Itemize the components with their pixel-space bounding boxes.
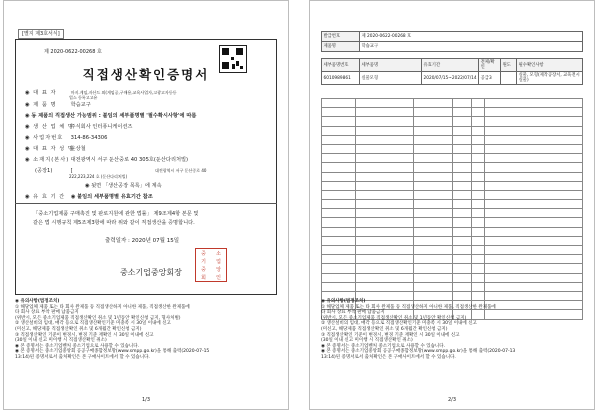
empty-cell — [356, 181, 413, 190]
empty-cell — [471, 218, 484, 227]
row-factory-rooms: 222,223,224 호 (둔산다리처빌) — [69, 174, 128, 179]
notice-title: ◉ 유의사항(법정조치) — [15, 299, 60, 304]
empty-row — [322, 255, 583, 264]
empty-row — [322, 264, 583, 273]
empty-cell — [322, 108, 356, 117]
empty-cell — [413, 154, 453, 163]
empty-cell — [322, 227, 356, 236]
empty-cell — [356, 209, 413, 218]
empty-cell — [484, 200, 582, 209]
empty-cell — [471, 236, 484, 245]
cell-item-number: 6010989861 — [322, 72, 360, 85]
empty-cell — [484, 135, 582, 144]
header-cell: 전체/확인 — [479, 59, 501, 72]
empty-cell — [484, 236, 582, 245]
empty-cell — [322, 273, 356, 282]
empty-cell — [356, 246, 413, 255]
empty-row — [322, 200, 583, 209]
empty-cell — [453, 246, 472, 255]
notice-line: 타 회사 상표 부착 판매 납품금지 — [321, 310, 385, 316]
empty-cell — [356, 117, 413, 126]
empty-cell — [413, 163, 453, 172]
empty-cell — [356, 144, 413, 153]
empty-cell — [453, 163, 472, 172]
cell-origin — [501, 72, 517, 85]
empty-cell — [484, 117, 582, 126]
empty-cell — [484, 273, 582, 282]
empty-cell — [471, 282, 484, 291]
empty-cell — [356, 282, 413, 291]
cert-number-value: 제 2020-0622-00268 호 — [360, 32, 583, 42]
header-cell: 필수확인사항 — [517, 59, 583, 72]
notice-section — [321, 299, 583, 361]
empty-cell — [413, 246, 453, 255]
empty-cell — [484, 126, 582, 135]
factory-list-continued: ◉ 뒷면 「생산공장 목록」에 계속 — [85, 183, 162, 189]
row-factory-address: 대전광역시 서구 둔산중로 40 — [155, 168, 207, 173]
notice-line: (30일 이내 신고 미이행 시 직접생산확인 취소) — [321, 338, 413, 344]
empty-cell — [322, 172, 356, 181]
empty-cell — [322, 135, 356, 144]
notice-line: 13:14)된 증명서로서 출처확인은 본 구매사이트에서 할 수 있습니다. — [321, 354, 456, 360]
notice-line: ① 해당업체 제품 또는 타 회사 완제품 등 직접생산하지 아니한 제품, 직접생산한 완제품에 — [15, 304, 190, 310]
empty-row — [322, 282, 583, 291]
empty-cell — [322, 200, 356, 209]
empty-cell — [453, 227, 472, 236]
notice-line: ② 생산설비의 임대, 매각 등으로 직접생산확인기준 미충족 시 30일 이내에 신고 — [15, 321, 171, 327]
notice-line: ◉ 본 증명서는 중소기업중앙회 공공구매종합정보망(www.smpp.go.kr)을 통해 출력(2020-07-13 — [321, 349, 516, 355]
empty-cell — [413, 264, 453, 273]
empty-cell — [413, 172, 453, 181]
empty-cell — [453, 108, 472, 117]
notice-line: ◉ 본 증명서는 중소기업중앙회 공공구매종합정보망(www.smpp.go.kr)을 통해 출력(2020-07-15 — [15, 349, 210, 355]
empty-cell — [471, 200, 484, 209]
notice-line: ① 해당업체 제품 또는 타 회사 완제품 등 직접생산하지 아니한 제품, 직접생산한 완제품에 — [321, 304, 496, 310]
header-cell: 원도 — [501, 59, 517, 72]
page-title: 직접생산확인증명서 — [82, 67, 210, 82]
row-business-number: ◉ 사업자번호 314-86-34306 — [25, 135, 108, 141]
empty-cell — [413, 181, 453, 190]
header-cell: 세부품명번호 — [322, 59, 360, 72]
empty-cell — [453, 264, 472, 273]
notice-line: (위반시, 모든 중소기업제품 직접생산확인 취소 및 1년동안 확인신청 금지, 형사처벌) — [15, 315, 181, 321]
form-label: [별지 제3호서식] — [18, 29, 64, 39]
empty-cell — [453, 209, 472, 218]
divider — [15, 203, 277, 204]
empty-cell — [356, 273, 413, 282]
cell-item-name: 실물모형 — [360, 72, 422, 85]
empty-cell — [322, 154, 356, 163]
empty-cell — [413, 99, 453, 108]
empty-cell — [322, 126, 356, 135]
empty-cell — [413, 209, 453, 218]
empty-cell — [322, 218, 356, 227]
empty-cell — [484, 264, 582, 273]
notice-line: ③ 직접생산확인 기준이 변경시, 변경 기준 재확인 시 30일 이내에 신고 — [321, 332, 460, 338]
empty-cell — [322, 236, 356, 245]
empty-cell — [471, 172, 484, 181]
notice-line: ③ 직접생산확인 기준이 변경시, 변경 기준 재확인 시 30일 이내에 신고 — [15, 332, 154, 338]
empty-cell — [322, 117, 356, 126]
empty-cell — [413, 282, 453, 291]
empty-cell — [356, 200, 413, 209]
notice-line: (미신고, 해당제품 직접생산확인 취소 및 6개월간 확인신청 금지) — [15, 326, 142, 332]
notice-line: (위반시, 모든 중소기업제품 직접생산확인 취소 및 1년동안 확인신청 금지) — [321, 315, 467, 321]
cell-confirm: 공급3 — [479, 72, 501, 85]
empty-cell — [471, 264, 484, 273]
row-company-name: ◉ 생 산 업 체 명 주식회사 인터퓨니케이션즈 — [25, 124, 133, 130]
empty-cell — [356, 236, 413, 245]
empty-cell — [484, 144, 582, 153]
empty-cell — [453, 117, 472, 126]
empty-cell — [484, 246, 582, 255]
header-cell: 유효기간 — [422, 59, 479, 72]
empty-cell — [356, 264, 413, 273]
empty-row — [322, 246, 583, 255]
empty-cell — [356, 190, 413, 199]
empty-cell — [471, 255, 484, 264]
notice-line: ◉ 본 증명서는 중소기업벤처 중소기업으로 사용할 수 있습니다. — [321, 343, 446, 349]
empty-row — [322, 273, 583, 282]
notice-line: 타 회사 상표 부착 판매 납품금지 — [15, 310, 79, 316]
empty-cell — [322, 264, 356, 273]
issuer-name: 중소기업중앙회장 — [120, 268, 182, 277]
row-representative: ◉ 대 표 자 마지.게임,자산드 외(게임공,구매용,교육사업자,고광고자등등 — [25, 90, 177, 96]
law-text-1: 「중소기업제품 구매촉진 및 판로지원에 관한 법률」 제9조제4항 본문 및 — [33, 211, 199, 217]
empty-table-rows — [321, 98, 583, 320]
empty-row — [322, 126, 583, 135]
empty-cell — [356, 154, 413, 163]
empty-cell — [484, 227, 582, 236]
table-header-row — [322, 59, 583, 72]
header-cell: 세부품명 — [360, 59, 422, 72]
empty-cell — [322, 255, 356, 264]
empty-cell — [322, 190, 356, 199]
cert-number-label: 발급번호 — [322, 32, 360, 42]
empty-cell — [471, 163, 484, 172]
row-production-range: ◉ 동 제품의 직접생산 가능범위 : 불임의 세부품명별 '필수확시사항'에 따름 — [25, 113, 197, 119]
empty-row — [322, 144, 583, 153]
empty-cell — [356, 135, 413, 144]
empty-cell — [356, 172, 413, 181]
row-product-name: ◉ 제 품 명 학습교구 — [25, 102, 91, 108]
notice-line: (30일 이내 신고 미이행 시 직접생산확인 취소) — [15, 338, 107, 344]
empty-cell — [471, 190, 484, 199]
cell-valid-period: 2020/07/15~2022/07/14 — [422, 72, 479, 85]
empty-cell — [453, 218, 472, 227]
empty-cell — [413, 255, 453, 264]
empty-row — [322, 108, 583, 117]
law-text-2: 같은 법 시행규칙 제5조제3항에 따라 위와 같이 직접생산을 증명합니다. — [33, 220, 195, 226]
empty-row — [322, 190, 583, 199]
notice-line: 13:14)된 증명서로서 출처확인은 본 구매사이트에서 할 수 있습니다. — [15, 354, 150, 360]
product-name-label: 제품명 — [322, 42, 360, 52]
empty-cell — [471, 99, 484, 108]
empty-cell — [471, 154, 484, 163]
empty-cell — [471, 117, 484, 126]
empty-cell — [356, 108, 413, 117]
empty-cell — [356, 255, 413, 264]
empty-cell — [484, 255, 582, 264]
row-valid-period: ◉ 유 효 기 간 ◉ 붙임의 세부품명별 유효기간 참조 — [25, 194, 153, 200]
product-name-value: 학습교구 — [360, 42, 583, 52]
empty-cell — [322, 282, 356, 291]
empty-cell — [322, 99, 356, 108]
row-representative-cont: 업스 등록고고유 — [69, 95, 98, 100]
empty-cell — [413, 117, 453, 126]
certificate-page-2 — [309, 0, 595, 410]
row-headquarters: ◉ 소재지(본사) 대전광역시 서구 둔산중로 40 305호(둔산다리처빌) — [25, 157, 189, 163]
empty-cell — [322, 163, 356, 172]
empty-cell — [453, 144, 472, 153]
empty-cell — [322, 246, 356, 255]
empty-cell — [356, 126, 413, 135]
certificate-body — [15, 1, 277, 301]
cell-required-items: 실물, 모형(제작공장서, 교육전시실물) — [517, 72, 583, 85]
empty-cell — [453, 236, 472, 245]
empty-cell — [413, 273, 453, 282]
empty-cell — [484, 190, 582, 199]
empty-cell — [471, 126, 484, 135]
empty-row — [322, 163, 583, 172]
empty-cell — [453, 273, 472, 282]
empty-cell — [413, 200, 453, 209]
empty-cell — [453, 255, 472, 264]
empty-cell — [484, 154, 582, 163]
notice-line: ② 생산설비의 임대, 매각 등으로 직접생산확인기준 미충족 시 30일 이내에 신고 — [321, 321, 477, 327]
empty-cell — [413, 108, 453, 117]
empty-cell — [413, 218, 453, 227]
empty-cell — [453, 99, 472, 108]
page-number: 1/3 — [141, 397, 151, 403]
empty-cell — [453, 172, 472, 181]
empty-cell — [471, 227, 484, 236]
empty-cell — [453, 154, 472, 163]
row-factory: (공장1) [ — [35, 168, 73, 174]
row-ceo-name: ◉ 대 표 자 성 명 윤상철 — [25, 146, 86, 152]
empty-cell — [471, 209, 484, 218]
empty-cell — [356, 218, 413, 227]
empty-cell — [484, 218, 582, 227]
empty-row — [322, 209, 583, 218]
empty-cell — [356, 163, 413, 172]
empty-cell — [484, 172, 582, 181]
empty-cell — [453, 135, 472, 144]
notice-title: ◉ 유의사항(법정조치) — [321, 299, 366, 304]
empty-cell — [484, 108, 582, 117]
empty-cell — [413, 144, 453, 153]
table-row — [322, 72, 583, 85]
empty-cell — [484, 181, 582, 190]
empty-cell — [453, 200, 472, 209]
empty-cell — [453, 282, 472, 291]
empty-cell — [322, 209, 356, 218]
empty-row — [322, 236, 583, 245]
empty-cell — [413, 236, 453, 245]
empty-cell — [413, 190, 453, 199]
empty-row — [322, 99, 583, 108]
empty-cell — [471, 108, 484, 117]
official-seal-icon: 중 소 기 업 중 앙 회 인 — [195, 248, 227, 282]
product-info-table — [321, 31, 583, 85]
empty-cell — [484, 99, 582, 108]
empty-cell — [356, 227, 413, 236]
empty-cell — [413, 227, 453, 236]
notice-line: (미신고, 해당제품 직접생산확인 취소 및 6개월간 확인신청 금지) — [321, 326, 448, 332]
empty-row — [322, 117, 583, 126]
empty-cell — [356, 99, 413, 108]
empty-cell — [471, 273, 484, 282]
empty-row — [322, 227, 583, 236]
empty-cell — [453, 190, 472, 199]
empty-cell — [453, 181, 472, 190]
empty-row — [322, 181, 583, 190]
empty-cell — [484, 209, 582, 218]
issue-date: 출력일자 : 2020년 07월 15일 — [105, 238, 180, 244]
empty-cell — [471, 181, 484, 190]
empty-row — [322, 154, 583, 163]
empty-cell — [453, 126, 472, 135]
empty-row — [322, 172, 583, 181]
empty-cell — [413, 135, 453, 144]
notice-section — [15, 299, 277, 361]
empty-cell — [471, 246, 484, 255]
certificate-page-1 — [3, 0, 289, 410]
empty-cell — [484, 163, 582, 172]
notice-line: ◉ 본 증명서는 중소기업벤처 중소기업으로 사용할 수 있습니다. — [15, 343, 140, 349]
empty-cell — [484, 282, 582, 291]
empty-cell — [413, 126, 453, 135]
empty-cell — [471, 135, 484, 144]
document-number: 제 2020-0622-00268 호 — [44, 49, 102, 55]
empty-row — [322, 218, 583, 227]
empty-cell — [322, 144, 356, 153]
empty-cell — [471, 144, 484, 153]
page-number: 2/3 — [447, 397, 457, 403]
empty-row — [322, 135, 583, 144]
empty-cell — [322, 181, 356, 190]
